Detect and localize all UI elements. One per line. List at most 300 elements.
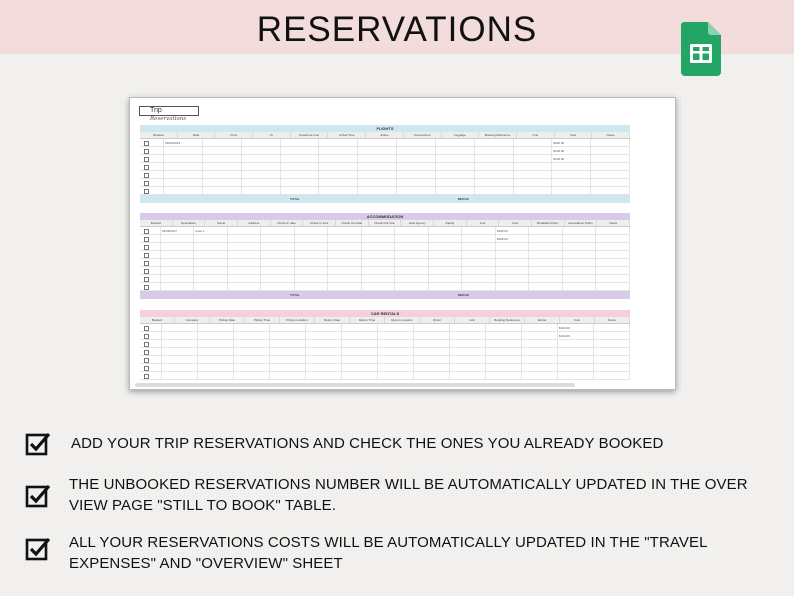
table-cell[interactable] [594, 332, 630, 339]
table-cell[interactable] [362, 251, 396, 258]
table-cell[interactable] [378, 340, 414, 347]
table-cell[interactable] [242, 147, 281, 154]
booked-checkbox[interactable] [140, 275, 161, 282]
table-cell[interactable] [475, 147, 514, 154]
table-cell[interactable] [596, 259, 630, 266]
table-cell[interactable] [164, 163, 203, 170]
table-cell[interactable] [522, 332, 558, 339]
table-cell[interactable] [362, 267, 396, 274]
table-cell[interactable] [529, 283, 563, 290]
table-cell[interactable] [198, 348, 234, 355]
table-cell[interactable] [295, 251, 329, 258]
table-cell[interactable] [228, 243, 262, 250]
table-cell[interactable] [261, 251, 295, 258]
column-header[interactable]: Link [517, 132, 555, 138]
booked-checkbox[interactable] [140, 364, 162, 371]
column-header[interactable]: Cost [555, 132, 593, 138]
table-cell[interactable] [228, 275, 262, 282]
table-cell[interactable] [362, 275, 396, 282]
table-cell[interactable] [362, 227, 396, 234]
table-cell[interactable] [194, 283, 228, 290]
table-cell[interactable] [462, 283, 496, 290]
table-cell[interactable] [203, 139, 242, 146]
table-cell[interactable] [395, 275, 429, 282]
table-cell[interactable] [596, 243, 630, 250]
table-cell[interactable] [234, 324, 270, 331]
column-header[interactable]: Company [175, 317, 210, 323]
table-cell[interactable] [591, 179, 630, 186]
table-cell[interactable] [486, 324, 522, 331]
table-cell[interactable] [358, 155, 397, 162]
column-header[interactable]: Address [238, 220, 271, 226]
table-cell[interactable] [342, 324, 378, 331]
booked-checkbox[interactable] [140, 332, 162, 339]
table-cell[interactable]: 06/02/2023 [164, 139, 203, 146]
table-cell[interactable] [450, 356, 486, 363]
table-cell[interactable] [319, 187, 358, 194]
table-cell[interactable] [414, 356, 450, 363]
table-cell[interactable] [522, 348, 558, 355]
table-cell[interactable] [295, 259, 329, 266]
booked-checkbox[interactable] [140, 187, 164, 194]
booked-checkbox[interactable] [140, 340, 162, 347]
table-cell[interactable] [496, 259, 530, 266]
table-cell[interactable] [342, 364, 378, 371]
column-header[interactable]: Check In time [303, 220, 336, 226]
table-cell[interactable] [514, 179, 553, 186]
table-cell[interactable] [162, 364, 198, 371]
table-cell[interactable] [529, 243, 563, 250]
table-cell[interactable] [228, 227, 262, 234]
table-cell[interactable] [395, 235, 429, 242]
table-cell[interactable] [591, 171, 630, 178]
horizontal-scrollbar[interactable] [135, 383, 575, 387]
column-header[interactable]: Check In date [271, 220, 304, 226]
column-header[interactable]: Host Agency [401, 220, 434, 226]
table-cell[interactable] [270, 348, 306, 355]
table-cell[interactable] [429, 267, 463, 274]
table-cell[interactable] [496, 251, 530, 258]
table-cell[interactable] [514, 163, 553, 170]
table-cell[interactable] [462, 227, 496, 234]
table-cell[interactable] [362, 243, 396, 250]
table-cell[interactable] [563, 275, 597, 282]
column-header[interactable]: Booked [140, 132, 178, 138]
booked-checkbox[interactable] [140, 171, 164, 178]
table-cell[interactable] [436, 139, 475, 146]
table-cell[interactable]: $100.00 [552, 155, 591, 162]
column-header[interactable]: Return Time [350, 317, 385, 323]
column-header[interactable]: Departure time [291, 132, 329, 138]
table-cell[interactable] [194, 243, 228, 250]
table-cell[interactable] [362, 259, 396, 266]
table-cell[interactable] [514, 187, 553, 194]
table-cell[interactable] [234, 364, 270, 371]
table-cell[interactable] [486, 332, 522, 339]
table-cell[interactable] [306, 340, 342, 347]
table-cell[interactable] [261, 243, 295, 250]
table-cell[interactable] [261, 267, 295, 274]
booked-checkbox[interactable] [140, 155, 164, 162]
table-cell[interactable] [522, 372, 558, 379]
table-cell[interactable] [429, 251, 463, 258]
table-cell[interactable] [462, 235, 496, 242]
table-cell[interactable] [306, 364, 342, 371]
table-cell[interactable] [270, 340, 306, 347]
table-cell[interactable] [306, 356, 342, 363]
table-cell[interactable] [234, 372, 270, 379]
column-header[interactable]: From [215, 132, 253, 138]
booked-checkbox[interactable] [140, 267, 161, 274]
table-cell[interactable] [162, 324, 198, 331]
table-cell[interactable] [306, 348, 342, 355]
table-cell[interactable] [558, 340, 594, 347]
table-cell[interactable] [558, 364, 594, 371]
column-header[interactable]: To [253, 132, 291, 138]
table-cell[interactable] [270, 372, 306, 379]
table-cell[interactable] [496, 283, 530, 290]
table-cell[interactable] [281, 171, 320, 178]
table-cell[interactable] [596, 267, 630, 274]
table-cell[interactable]: $180.00 [496, 227, 530, 234]
table-cell[interactable] [234, 356, 270, 363]
table-cell[interactable] [295, 267, 329, 274]
table-cell[interactable] [486, 364, 522, 371]
table-cell[interactable] [342, 372, 378, 379]
table-cell[interactable] [295, 235, 329, 242]
table-cell[interactable] [306, 332, 342, 339]
table-cell[interactable] [591, 147, 630, 154]
column-header[interactable]: Cost [499, 220, 532, 226]
table-cell[interactable] [161, 259, 195, 266]
table-cell[interactable] [164, 155, 203, 162]
table-cell[interactable] [164, 171, 203, 178]
table-cell[interactable] [378, 372, 414, 379]
column-header[interactable]: Notes [592, 132, 630, 138]
table-cell[interactable] [450, 340, 486, 347]
table-cell[interactable] [591, 163, 630, 170]
table-cell[interactable] [594, 340, 630, 347]
table-cell[interactable] [462, 251, 496, 258]
table-cell[interactable] [414, 332, 450, 339]
table-cell[interactable] [328, 267, 362, 274]
table-cell[interactable] [203, 171, 242, 178]
table-cell[interactable] [414, 372, 450, 379]
table-cell[interactable] [429, 227, 463, 234]
table-cell[interactable] [436, 163, 475, 170]
booked-checkbox[interactable] [140, 251, 161, 258]
table-cell[interactable] [319, 171, 358, 178]
table-cell[interactable] [242, 139, 281, 146]
table-cell[interactable] [198, 324, 234, 331]
table-cell[interactable] [514, 155, 553, 162]
table-cell[interactable] [514, 171, 553, 178]
table-cell[interactable] [486, 340, 522, 347]
table-cell[interactable] [496, 243, 530, 250]
table-cell[interactable] [281, 179, 320, 186]
table-cell[interactable] [328, 283, 362, 290]
table-cell[interactable] [436, 187, 475, 194]
table-cell[interactable] [596, 275, 630, 282]
column-header[interactable]: Luggage [442, 132, 480, 138]
table-cell[interactable] [462, 259, 496, 266]
table-cell[interactable]: 02/06/2017 [161, 227, 195, 234]
table-cell[interactable] [234, 348, 270, 355]
table-cell[interactable] [162, 340, 198, 347]
table-cell[interactable] [261, 259, 295, 266]
table-cell[interactable] [529, 251, 563, 258]
table-cell[interactable] [194, 275, 228, 282]
table-cell[interactable]: hotel 1 [194, 227, 228, 234]
table-cell[interactable] [358, 147, 397, 154]
column-header[interactable]: Date [178, 132, 216, 138]
table-cell[interactable] [529, 275, 563, 282]
table-cell[interactable] [328, 251, 362, 258]
table-cell[interactable] [306, 372, 342, 379]
table-cell[interactable] [342, 340, 378, 347]
table-cell[interactable] [563, 283, 597, 290]
table-cell[interactable] [198, 340, 234, 347]
table-cell[interactable] [475, 163, 514, 170]
table-cell[interactable] [162, 372, 198, 379]
table-cell[interactable] [378, 348, 414, 355]
table-cell[interactable] [429, 243, 463, 250]
table-cell[interactable] [475, 171, 514, 178]
table-cell[interactable] [281, 163, 320, 170]
booked-checkbox[interactable] [140, 147, 164, 154]
table-cell[interactable] [378, 364, 414, 371]
booked-checkbox[interactable] [140, 372, 162, 379]
table-cell[interactable] [261, 283, 295, 290]
table-cell[interactable] [591, 139, 630, 146]
table-cell[interactable] [397, 179, 436, 186]
table-cell[interactable] [242, 187, 281, 194]
table-cell[interactable] [198, 364, 234, 371]
table-cell[interactable] [563, 243, 597, 250]
table-cell[interactable] [328, 259, 362, 266]
table-cell[interactable] [228, 267, 262, 274]
table-cell[interactable] [529, 259, 563, 266]
table-cell[interactable] [295, 227, 329, 234]
table-cell[interactable] [397, 155, 436, 162]
table-cell[interactable] [591, 155, 630, 162]
table-cell[interactable] [234, 332, 270, 339]
column-header[interactable]: Check Out date [336, 220, 369, 226]
table-cell[interactable] [414, 348, 450, 355]
table-cell[interactable] [203, 163, 242, 170]
table-cell[interactable] [161, 251, 195, 258]
column-header[interactable]: Link [467, 220, 500, 226]
table-cell[interactable] [594, 372, 630, 379]
table-cell[interactable] [436, 171, 475, 178]
table-cell[interactable]: $300.00 [552, 139, 591, 146]
table-cell[interactable] [450, 364, 486, 371]
table-cell[interactable] [198, 332, 234, 339]
table-cell[interactable] [450, 372, 486, 379]
table-cell[interactable] [194, 251, 228, 258]
table-cell[interactable] [234, 340, 270, 347]
table-cell[interactable] [261, 275, 295, 282]
table-cell[interactable] [194, 267, 228, 274]
table-cell[interactable] [397, 139, 436, 146]
booked-checkbox[interactable] [140, 356, 162, 363]
table-cell[interactable] [522, 340, 558, 347]
table-cell[interactable] [395, 251, 429, 258]
table-cell[interactable] [496, 267, 530, 274]
table-cell[interactable] [486, 348, 522, 355]
table-cell[interactable] [161, 267, 195, 274]
table-cell[interactable] [358, 139, 397, 146]
table-cell[interactable] [358, 187, 397, 194]
column-header[interactable]: Pickup Location [280, 317, 315, 323]
table-cell[interactable] [475, 179, 514, 186]
table-cell[interactable] [514, 147, 553, 154]
table-cell[interactable]: $100.00 [552, 147, 591, 154]
table-cell[interactable] [161, 235, 195, 242]
table-cell[interactable] [563, 227, 597, 234]
table-cell[interactable] [342, 332, 378, 339]
table-cell[interactable] [270, 332, 306, 339]
table-cell[interactable] [462, 275, 496, 282]
table-cell[interactable] [378, 332, 414, 339]
table-cell[interactable] [414, 364, 450, 371]
table-cell[interactable] [319, 155, 358, 162]
table-cell[interactable] [319, 163, 358, 170]
table-cell[interactable] [450, 324, 486, 331]
table-cell[interactable] [164, 147, 203, 154]
table-cell[interactable] [486, 356, 522, 363]
booked-checkbox[interactable] [140, 139, 164, 146]
table-cell[interactable] [203, 155, 242, 162]
table-cell[interactable] [395, 267, 429, 274]
column-header[interactable]: Booking Reference [490, 317, 525, 323]
table-cell[interactable] [514, 139, 553, 146]
table-cell[interactable] [563, 251, 597, 258]
table-cell[interactable] [203, 187, 242, 194]
column-header[interactable]: Booked [140, 317, 175, 323]
table-cell[interactable] [342, 348, 378, 355]
booked-checkbox[interactable] [140, 163, 164, 170]
table-cell[interactable] [462, 267, 496, 274]
booked-checkbox[interactable] [140, 235, 161, 242]
table-cell[interactable] [414, 324, 450, 331]
table-cell[interactable] [194, 235, 228, 242]
table-cell[interactable] [328, 243, 362, 250]
table-cell[interactable] [242, 179, 281, 186]
table-cell[interactable] [558, 356, 594, 363]
table-cell[interactable] [328, 275, 362, 282]
table-cell[interactable] [558, 372, 594, 379]
table-cell[interactable] [242, 155, 281, 162]
table-cell[interactable] [261, 227, 295, 234]
table-cell[interactable] [450, 348, 486, 355]
table-cell[interactable] [228, 251, 262, 258]
table-cell[interactable] [342, 356, 378, 363]
table-cell[interactable] [281, 147, 320, 154]
table-cell[interactable] [358, 163, 397, 170]
table-cell[interactable] [395, 227, 429, 234]
table-cell[interactable] [295, 243, 329, 250]
column-header[interactable]: Connections [404, 132, 442, 138]
table-cell[interactable] [358, 179, 397, 186]
table-cell[interactable] [529, 235, 563, 242]
column-header[interactable]: Arrival Time [328, 132, 366, 138]
table-cell[interactable] [429, 283, 463, 290]
table-cell[interactable] [362, 235, 396, 242]
table-cell[interactable] [563, 259, 597, 266]
column-header[interactable]: Name [205, 220, 238, 226]
table-cell[interactable] [228, 235, 262, 242]
table-cell[interactable] [475, 139, 514, 146]
table-cell[interactable]: $180.00 [496, 235, 530, 242]
column-header[interactable]: Airline [366, 132, 404, 138]
table-cell[interactable] [328, 227, 362, 234]
table-cell[interactable] [281, 187, 320, 194]
table-cell[interactable] [261, 235, 295, 242]
table-cell[interactable] [242, 163, 281, 170]
table-cell[interactable] [397, 171, 436, 178]
table-cell[interactable] [378, 324, 414, 331]
table-cell[interactable] [358, 171, 397, 178]
table-cell[interactable] [552, 187, 591, 194]
table-cell[interactable] [162, 356, 198, 363]
booked-checkbox[interactable] [140, 324, 162, 331]
table-cell[interactable] [450, 332, 486, 339]
table-cell[interactable] [270, 324, 306, 331]
table-cell[interactable] [306, 324, 342, 331]
booked-checkbox[interactable] [140, 243, 161, 250]
column-header[interactable]: Cost [560, 317, 595, 323]
column-header[interactable]: Pickup Time [245, 317, 280, 323]
table-cell[interactable] [529, 227, 563, 234]
table-cell[interactable] [397, 163, 436, 170]
table-cell[interactable] [319, 147, 358, 154]
table-cell[interactable] [281, 155, 320, 162]
table-cell[interactable] [228, 259, 262, 266]
table-cell[interactable] [429, 275, 463, 282]
table-cell[interactable] [281, 139, 320, 146]
table-cell[interactable] [362, 283, 396, 290]
table-cell[interactable] [558, 348, 594, 355]
table-cell[interactable] [414, 340, 450, 347]
table-cell[interactable] [161, 283, 195, 290]
table-cell[interactable] [475, 187, 514, 194]
column-header[interactable]: Return Date [315, 317, 350, 323]
table-cell[interactable] [203, 147, 242, 154]
table-cell[interactable] [429, 235, 463, 242]
table-cell[interactable] [596, 227, 630, 234]
table-cell[interactable] [596, 235, 630, 242]
table-cell[interactable] [162, 348, 198, 355]
column-header[interactable]: Notes [595, 317, 630, 323]
table-cell[interactable] [563, 267, 597, 274]
table-cell[interactable] [378, 356, 414, 363]
table-cell[interactable] [594, 356, 630, 363]
booked-checkbox[interactable] [140, 259, 161, 266]
table-cell[interactable] [462, 243, 496, 250]
table-cell[interactable] [242, 171, 281, 178]
table-cell[interactable] [436, 179, 475, 186]
table-cell[interactable]: $190.00 [558, 324, 594, 331]
table-cell[interactable] [328, 235, 362, 242]
table-cell[interactable] [596, 251, 630, 258]
table-cell[interactable] [395, 259, 429, 266]
column-header[interactable]: Extras [525, 317, 560, 323]
table-cell[interactable] [436, 147, 475, 154]
table-cell[interactable] [429, 259, 463, 266]
table-cell[interactable] [203, 179, 242, 186]
column-header[interactable]: Cancelation Policy [565, 220, 598, 226]
